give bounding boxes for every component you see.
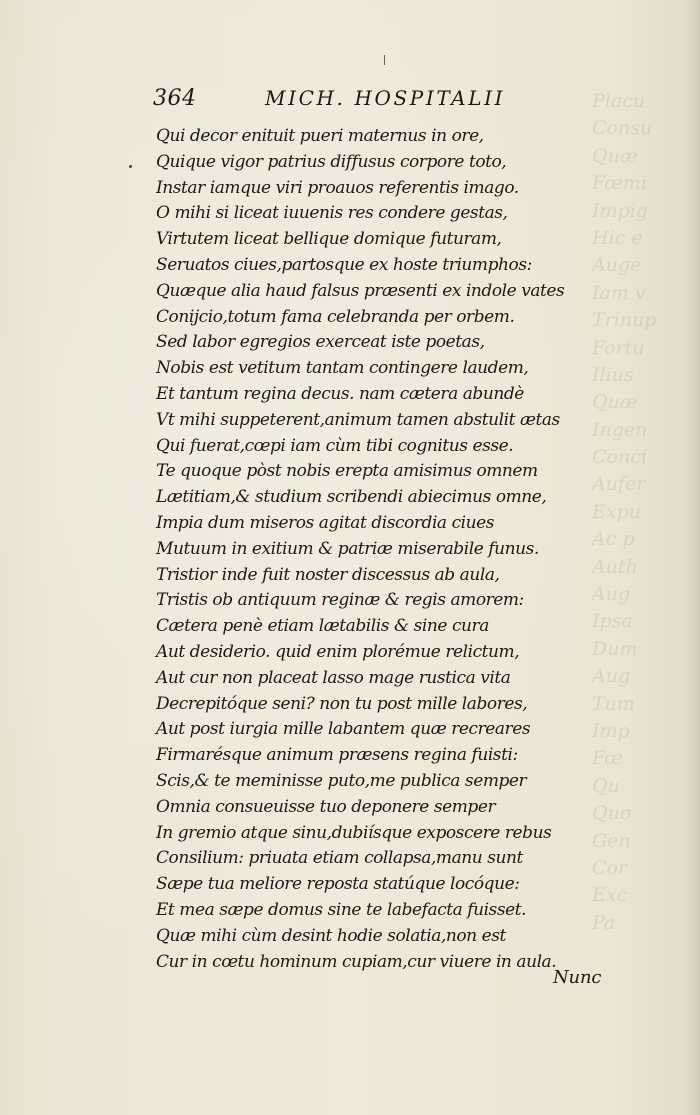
ink-speck bbox=[129, 165, 132, 168]
page-header bbox=[153, 86, 553, 118]
bleed-through-text: Placu Consu Quæ Fœmi Impig Hic e Auge Iam v Trinup Fortu Ilius Quæ Ingen Conci Aufer Expu Ac p Auth Aug Ipsa Dum Aug Tum Imp Fœ Qu Quo Gen Cor Exc Pa bbox=[592, 90, 657, 934]
page-edge-shadow bbox=[686, 0, 700, 1115]
poem-text bbox=[156, 124, 586, 975]
page-number: 364 bbox=[153, 86, 197, 111]
verse-line: Vt mihi suppeterent,animum tamen abstulit ætas bbox=[156, 409, 560, 430]
verse-line: Qui decor enituit pueri maternus in ore, bbox=[156, 126, 484, 146]
verse-line: Virtutem liceat bellique domique futuram, bbox=[156, 229, 502, 250]
verse-line: Mutuum in exitium & patriæ miserabile funus. bbox=[156, 538, 539, 559]
verse-line: Cætera penè etiam lætabilis & sine cura bbox=[156, 616, 489, 637]
verse-line: Lætitiam,& studium scribendi abiecimus omne, bbox=[156, 487, 547, 508]
verse-line: Instar iamque viri proauos referentis imago. bbox=[156, 177, 519, 198]
verse-line: Nobis est vetitum tantam contingere laudem, bbox=[156, 358, 529, 379]
verse-line: Omnia consueuisse tuo deponere semper bbox=[156, 796, 496, 817]
verse-line: Aut cur non placeat lasso mage rustica vita bbox=[156, 667, 511, 688]
verse-line: Sed labor egregios exerceat iste poetas, bbox=[156, 332, 485, 353]
verse-line: Seruatos ciues,partosque ex hoste triumphos: bbox=[156, 254, 532, 275]
verse-line: Impia dum miseros agitat discordia ciues bbox=[156, 512, 495, 533]
verse-line: Tristis ob antiquum reginæ & regis amorem: bbox=[156, 590, 524, 611]
verse-line: Tristior inde fuit noster discessus ab aula, bbox=[156, 564, 500, 585]
running-head: MICH. HOSPITALII bbox=[265, 86, 506, 110]
verse-line: Decrepitóque seni? non tu post mille labores, bbox=[156, 693, 528, 714]
verse-line: Et tantum regina decus. nam cætera abundè bbox=[156, 383, 524, 404]
verse-line: Quæ mihi cùm desint hodie solatia,non est bbox=[156, 925, 506, 946]
verse-line: Consilium: priuata etiam collapsa,manu sunt bbox=[156, 848, 523, 869]
verse-line: Quæque alia haud falsus præsenti ex indole vates bbox=[156, 280, 565, 301]
verse-line: Scis,& te meminisse puto,me publica semper bbox=[156, 770, 527, 791]
verse-line: O mihi si liceat iuuenis res condere gestas, bbox=[156, 203, 508, 224]
verse-line: In gremio atque sinu,dubiísque exposcere rebus bbox=[156, 822, 552, 843]
verse-line: Firmarésque animum præsens regina fuisti: bbox=[156, 745, 518, 766]
verse-line: Te quoque pòst nobis erepta amisimus omnem bbox=[156, 461, 538, 482]
verse-line: Aut desiderio. quid enim plorémue relictum, bbox=[156, 641, 520, 662]
verse-line: Qui fuerat,cœpi iam cùm tibi cognitus esse. bbox=[156, 435, 514, 456]
tick-mark bbox=[384, 55, 385, 65]
catchword: Nunc bbox=[553, 967, 602, 988]
verse-line: Cur in cœtu hominum cupiam,cur viuere in aula. bbox=[156, 951, 557, 972]
verse-line: Conijcio,totum fama celebranda per orbem. bbox=[156, 306, 515, 327]
verse-line: Aut post iurgia mille labantem quæ recreares bbox=[156, 719, 531, 740]
verse-line: Quique vigor patrius diffusus corpore toto, bbox=[156, 151, 507, 172]
verse-line: Et mea sæpe domus sine te labefacta fuisset. bbox=[156, 899, 527, 920]
verse-line: Sæpe tua meliore reposta statúque locóque: bbox=[156, 874, 520, 895]
